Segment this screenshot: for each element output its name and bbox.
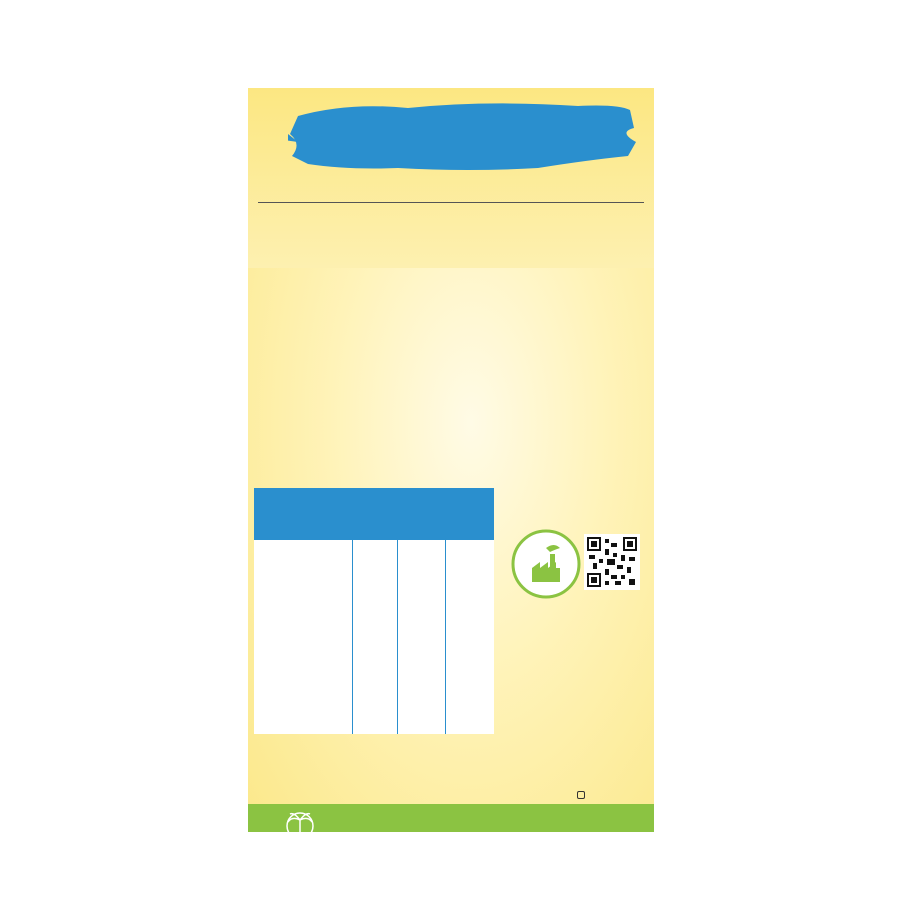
- ingredients-gr: [258, 214, 644, 310]
- steam-free-badge-icon: [510, 528, 582, 600]
- col-sep: [397, 488, 398, 734]
- col-sep: [352, 488, 353, 734]
- ingredients-gb: [258, 321, 644, 393]
- package-back: [248, 88, 654, 854]
- no-palm-oil-icon: ΧΩΡΙΣ ΦΟΙΝΙΚΕΛΑΙΟ: [276, 810, 324, 832]
- instagram-icon: [577, 791, 585, 799]
- col-sep: [445, 488, 446, 734]
- qr-code[interactable]: [584, 534, 640, 590]
- ingredients-de: [258, 408, 644, 476]
- green-banner: [248, 804, 654, 854]
- nutrition-table: [254, 488, 494, 734]
- instagram-line[interactable]: [510, 791, 652, 800]
- nutrition-header: [254, 488, 494, 540]
- title-divider: [258, 202, 644, 203]
- blue-brush-stroke: [288, 98, 638, 176]
- qr-code-icon: [587, 537, 637, 587]
